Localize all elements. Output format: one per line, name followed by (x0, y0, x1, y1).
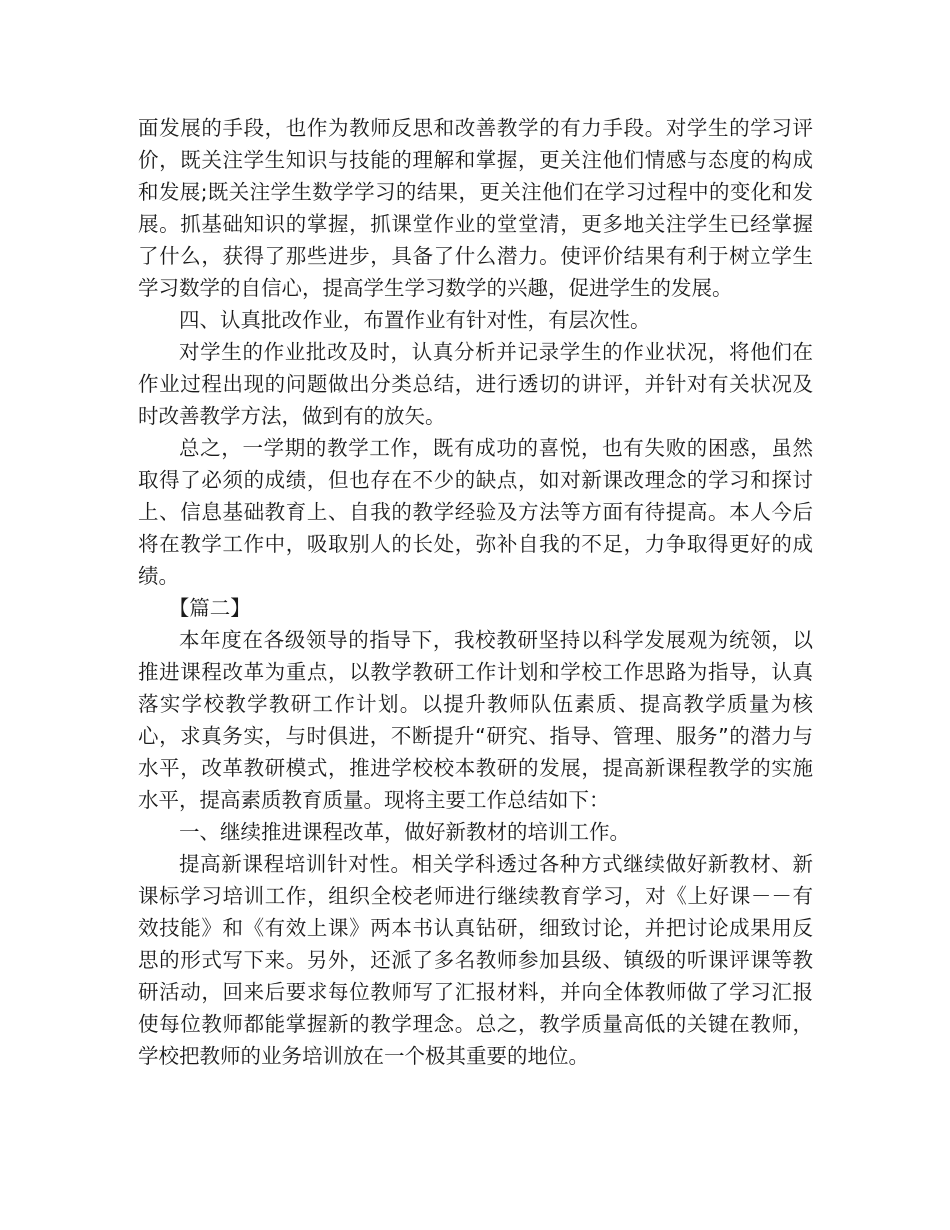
paragraph-training: 提高新课程培训针对性。相关学科透过各种方式继续做好新教材、新课标学习培训工作，组织全校老师进行继续教育学习，对《上好课－－有效技能》和《有效上课》两本书认真钻研，细致讨论，并把讨论成果用反思的形式写下来。另外，还派了多名教师参加县级、镇级的听课评课等教研活动，回来后要求每位教师写了汇报材料，并向全体教师做了学习汇报使每位教师都能掌握新的教学理念。总之，教学质量高低的关键在教师，学校把教师的业务培训放在一个极其重要的地位。 (138, 852, 813, 1068)
section-heading-homework: 四、认真批改作业，布置作业有针对性，有层次性。 (179, 308, 651, 332)
paragraph-summary: 总之，一学期的教学工作，既有成功的喜悦，也有失败的困惑，虽然取得了必须的成绩，但也存在不少的缺点，如对新课改理念的学习和探讨上、信息基础教育上、自我的教学经验及方法等方面有待提高。本人今后将在教学工作中，吸取别人的长处，弥补自我的不足，力争取得更好的成绩。 (138, 436, 813, 588)
paragraph-evaluation: 面发展的手段，也作为教师反思和改善教学的有力手段。对学生的学习评价，既关注学生知识与技能的理解和掌握，更关注他们情感与态度的构成和发展;既关注学生数学学习的结果，更关注他们在学习过程中的变化和发展。抓基础知识的掌握，抓课堂作业的堂堂清，更多地关注学生已经掌握了什么，获得了那些进步，具备了什么潜力。使评价结果有利于树立学生学习数学的自信心，提高学生学习数学的兴趣，促进学生的发展。 (138, 116, 813, 300)
part-two-heading: 【篇二】 (168, 596, 251, 620)
section-heading-curriculum-reform: 一、继续推进课程改革，做好新教材的培训工作。 (179, 820, 630, 844)
paragraph-annual-overview: 本年度在各级领导的指导下，我校教研坚持以科学发展观为统领，以推进课程改革为重点，以教学教研工作计划和学校工作思路为指导，认真落实学校教学教研工作计划。以提升教师队伍素质、提高教学质量为核心，求真务实，与时俱进，不断提升“研究、指导、管理、服务”的潜力与水平，改革教研模式，推进学校校本教研的发展，提高新课程教学的实施水平，提高素质教育质量。现将主要工作总结如下： (138, 628, 813, 812)
document-body (138, 112, 813, 1072)
paragraph-homework: 对学生的作业批改及时，认真分析并记录学生的作业状况，将他们在作业过程出现的问题做出分类总结，进行透切的讲评，并针对有关状况及时改善教学方法，做到有的放矢。 (138, 340, 813, 428)
